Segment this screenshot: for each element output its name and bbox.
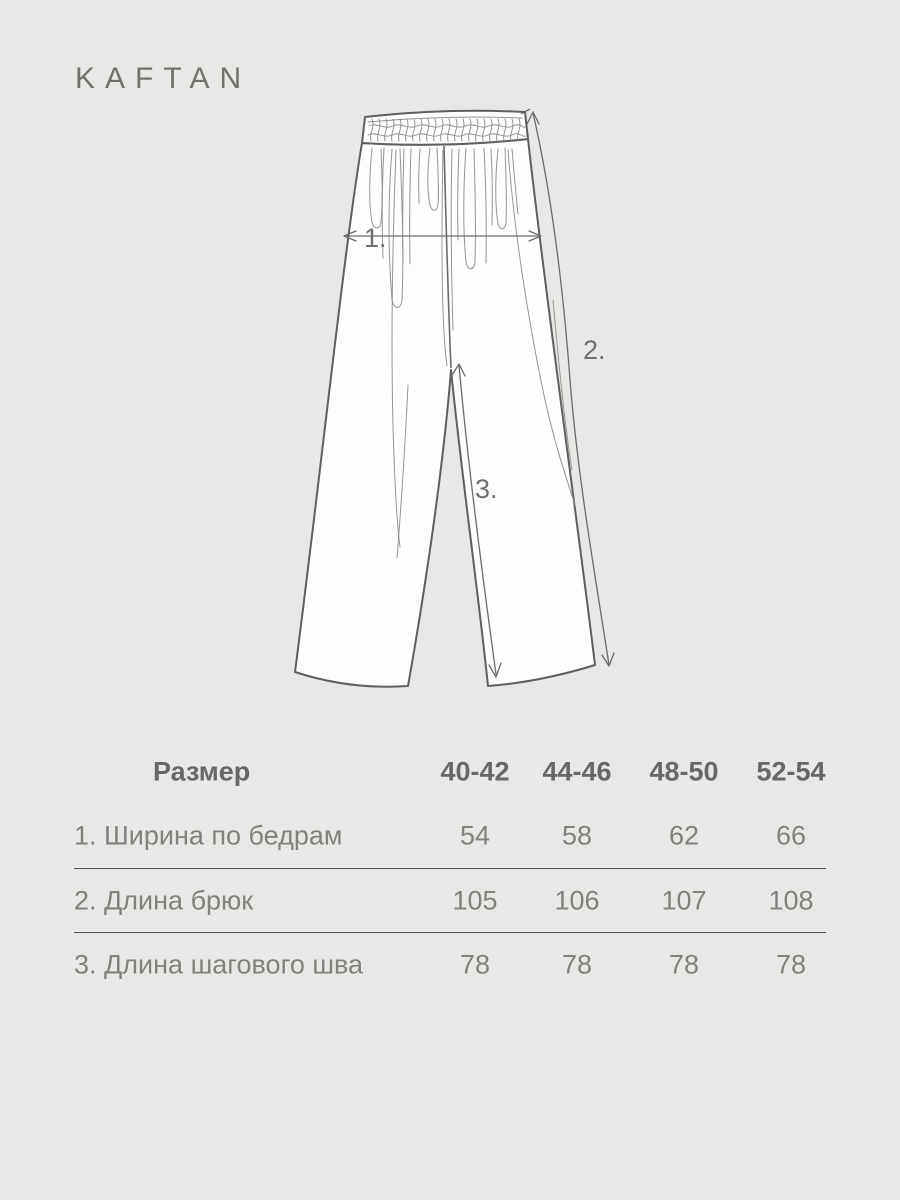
- table-row: [74, 933, 826, 997]
- value-cell: 62: [668, 820, 700, 851]
- value-cell: 78: [459, 949, 491, 980]
- value-cell: 106: [554, 885, 600, 915]
- value-cell: 78: [775, 949, 807, 980]
- value-cell: 54: [459, 820, 491, 851]
- length-marker-label: 2.: [583, 335, 606, 365]
- value-cell: 58: [561, 820, 593, 851]
- size-table: [74, 740, 826, 997]
- brand-logo: KAFTAN: [75, 62, 252, 95]
- size-column-header: 52-54: [756, 756, 826, 787]
- row-label: 1. Ширина по бедрам: [74, 820, 343, 851]
- value-cell: 107: [661, 885, 707, 915]
- size-column-header: 48-50: [649, 756, 719, 787]
- table-header-row: [74, 740, 826, 804]
- table-row: [74, 804, 826, 869]
- pants-outline: [295, 139, 595, 687]
- table-row: [74, 869, 826, 933]
- row-label: 2. Длина брюк: [74, 885, 254, 915]
- value-cell: 66: [775, 820, 807, 851]
- row-label: 3. Длина шагового шва: [74, 949, 364, 980]
- hip-width-marker-label: 1.: [364, 223, 387, 253]
- size-column-header: 40-42: [440, 756, 510, 787]
- value-cell: 108: [768, 885, 814, 915]
- table-header-label: Размер: [153, 756, 251, 787]
- value-cell: 78: [561, 949, 593, 980]
- inseam-marker-label: 3.: [475, 474, 498, 504]
- value-cell: 78: [668, 949, 700, 980]
- value-cell: 105: [452, 885, 498, 915]
- size-column-header: 44-46: [542, 756, 612, 787]
